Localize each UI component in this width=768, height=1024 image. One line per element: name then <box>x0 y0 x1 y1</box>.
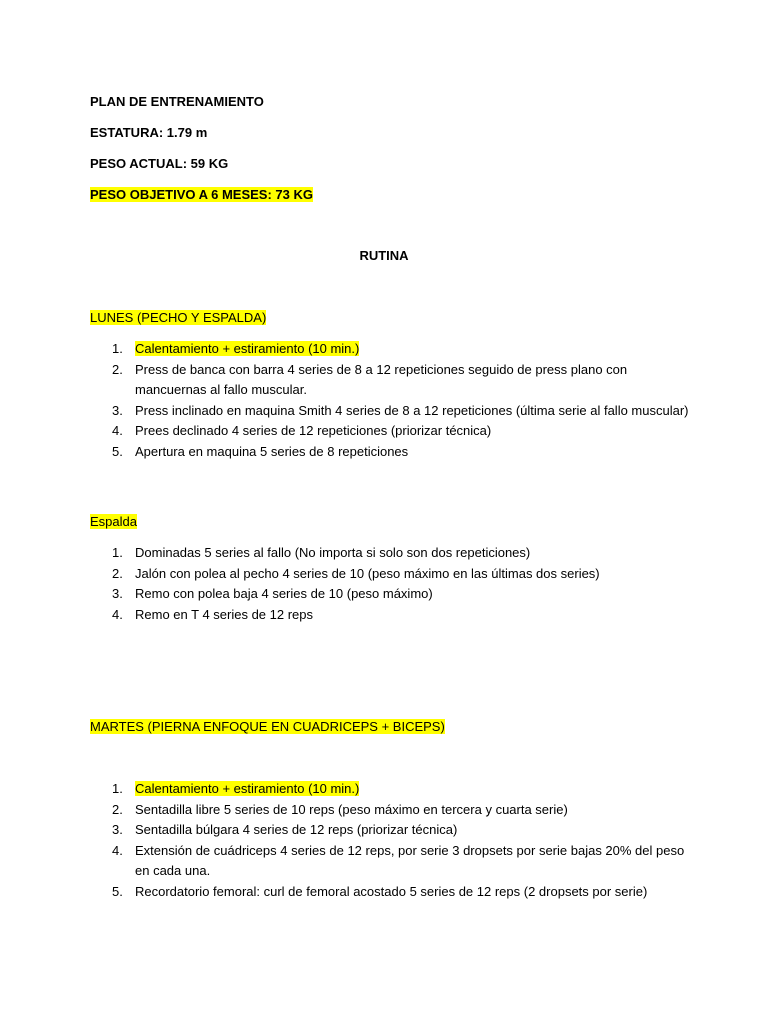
list-item-number: 5. <box>112 883 123 899</box>
tuesday-exercise-list <box>90 779 690 902</box>
list-item-text: Press de banca con barra 4 series de 8 a 12 repeticiones seguido de press plano con mancuernas al fallo muscular. <box>135 361 628 397</box>
list-item-highlight <box>112 781 360 796</box>
list-item-text: Calentamiento + estiramiento (10 min.) <box>135 781 360 796</box>
list-item <box>90 564 690 585</box>
list-item-text: Apertura en maquina 5 series de 8 repeticiones <box>135 443 409 459</box>
list-item <box>90 339 690 360</box>
list-item-text: Jalón con polea al pecho 4 series de 10 (peso máximo en las últimas dos series) <box>135 565 600 581</box>
list-item <box>90 882 690 903</box>
monday-heading <box>90 308 266 329</box>
list-item <box>90 543 690 564</box>
list-item <box>90 360 690 401</box>
list-item-number: 4. <box>112 423 123 438</box>
list-item-number: 3. <box>112 586 123 601</box>
list-item-text: Recordatorio femoral: curl de femoral acostado 5 series de 12 reps (2 dropsets por serie) <box>135 883 648 899</box>
list-item-number: 4. <box>112 606 123 622</box>
list-item <box>90 779 690 800</box>
routine-title: RUTINA <box>359 248 409 263</box>
list-item <box>90 820 690 841</box>
list-item-number: 4. <box>112 842 123 858</box>
list-item-number: 3. <box>112 402 123 418</box>
current-weight-line: PESO ACTUAL: 59 KG <box>90 156 229 171</box>
monday-exercise-list <box>90 339 690 462</box>
list-item-text: Remo en T 4 series de 12 reps <box>135 606 314 622</box>
list-item-highlight <box>112 341 360 356</box>
tuesday-heading-highlight: MARTES (PIERNA ENFOQUE EN CUADRICEPS + BICEPS) <box>90 719 445 734</box>
list-item-number: 2. <box>112 361 123 377</box>
list-item <box>90 584 690 605</box>
height-line: ESTATURA: 1.79 m <box>90 125 208 140</box>
list-item-number: 5. <box>112 443 123 459</box>
list-item-text: Press inclinado en maquina Smith 4 series de 8 a 12 repeticiones (última serie al fallo muscular) <box>135 402 689 418</box>
list-item-text: Extensión de cuádriceps 4 series de 12 reps, por serie 3 dropsets por serie bajas 20% del peso en cada una. <box>135 842 685 878</box>
list-item-number: 2. <box>112 801 123 817</box>
list-item-text: Sentadilla búlgara 4 series de 12 reps (priorizar técnica) <box>135 822 458 837</box>
monday-heading-highlight: LUNES (PECHO Y ESPALDA) <box>90 310 267 325</box>
back-exercise-list <box>90 543 690 625</box>
list-item-number: 3. <box>112 822 123 837</box>
list-item-number: 1. <box>112 781 123 796</box>
list-item-text: Calentamiento + estiramiento (10 min.) <box>135 341 360 356</box>
list-item-text: Dominadas 5 series al fallo (No importa si solo son dos repeticiones) <box>135 545 531 560</box>
list-item-text: Sentadilla libre 5 series de 10 reps (peso máximo en tercera y cuarta serie) <box>135 801 568 817</box>
list-item-text: Remo con polea baja 4 series de 10 (peso máximo) <box>135 586 433 601</box>
target-weight-highlight: PESO OBJETIVO A 6 MESES: 73 KG <box>90 187 313 202</box>
tuesday-heading <box>90 717 445 738</box>
target-weight-line <box>90 185 313 206</box>
list-item-text: Prees declinado 4 series de 12 repeticiones (priorizar técnica) <box>135 423 492 438</box>
back-heading-highlight: Espalda <box>90 514 137 529</box>
list-item <box>90 421 690 442</box>
list-item-number: 2. <box>112 565 123 581</box>
list-item-number: 1. <box>112 341 123 356</box>
plan-title: PLAN DE ENTRENAMIENTO <box>90 94 264 109</box>
list-item <box>90 605 690 626</box>
list-item <box>90 442 690 463</box>
back-heading <box>90 512 137 533</box>
list-item <box>90 401 690 422</box>
list-item <box>90 800 690 821</box>
list-item <box>90 841 690 882</box>
list-item-number: 1. <box>112 545 123 560</box>
